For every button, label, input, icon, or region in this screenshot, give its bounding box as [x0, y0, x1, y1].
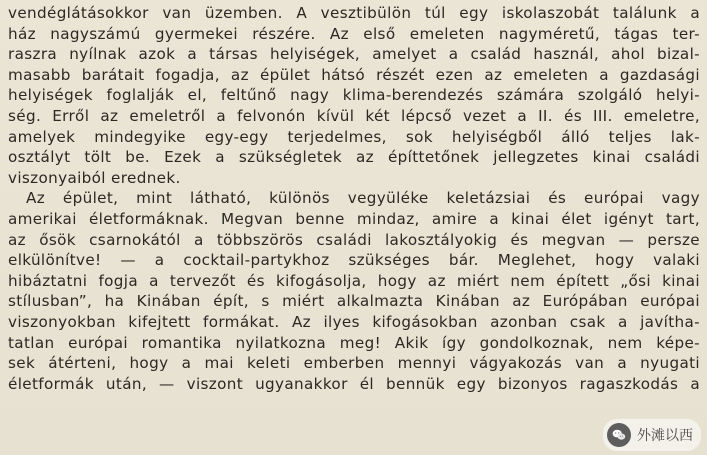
text-line: raszra nyílnak azok a társas helyiségek, amelyet a család használ, ahol bizal-: [8, 45, 700, 64]
text-line: stílusban”, ha Kinában épít, s miért alkalmazta Kinában az Európában európai: [8, 292, 700, 311]
text-line: hibáztatni fogja a tervezőt és kifogásolja, hogy az miért nem épített „ősi kinai: [8, 271, 700, 290]
text-line: vendéglátásokkor van üzemben. A vesztibülön túl egy iskolaszobát találunk a: [8, 4, 700, 22]
text-line: tatlan európai romantika nyilatkozna meg! Akik így gondolkoznak, nem képe-: [8, 333, 700, 352]
text-line: amelyek mindegyike egy-egy terjedelmes, sok helyiségből álló teljes lak-: [8, 127, 700, 146]
text-line: az ősök csarnokától a többszörös családi lakosztályokig és megvan — persze: [8, 230, 700, 249]
text-line: sek átérteni, hogy a mai keleti emberben mennyi vágyakozás van a nyugati: [8, 354, 700, 373]
text-line: Az épület, mint látható, különös vegyüléke keletázsiai és európai vagy: [26, 189, 700, 208]
text-line: amerikai életformáknak. Megvan benne mindaz, amire a kinai élet igényt tart,: [8, 209, 700, 228]
text-line: életformák után, — viszont ugyanakkor él bennük egy bizonyos ragaszkodás a: [8, 374, 700, 393]
wechat-icon: [607, 423, 631, 447]
text-line: ség. Erről az emeletről a felvonón kívül két lépcső vezet a II. és III. emeletre,: [8, 106, 700, 125]
text-line: viszonyokban kifejtett formákat. Az ilyes kifogásokban azonban csak a javítha-: [8, 312, 700, 331]
watermark-badge: [603, 419, 701, 451]
text-line: helyiségek foglalják el, feltűnő nagy klima-berendezés számára szolgáló helyi-: [8, 86, 700, 105]
text-line: elkülönítve! — a cocktail-partykhoz szükséges bár. Meglehet, hogy valaki: [8, 251, 700, 270]
body-text: [8, 3, 700, 394]
text-line: masabb barátait fogadja, az épület hátsó részét ezen az emeleten a gazdasági: [8, 65, 700, 84]
text-line: ház nagyszámú gyermekei részére. Az első emeleten nagyméretű, tágas ter-: [8, 24, 700, 43]
text-line: viszonyaiból erednek.: [8, 168, 181, 187]
text-line: osztályt tölt be. Ezek a szükségletek az építtetőnek jellegzetes kinai családi: [8, 148, 700, 167]
watermark-text: 外滩以西: [637, 428, 693, 444]
